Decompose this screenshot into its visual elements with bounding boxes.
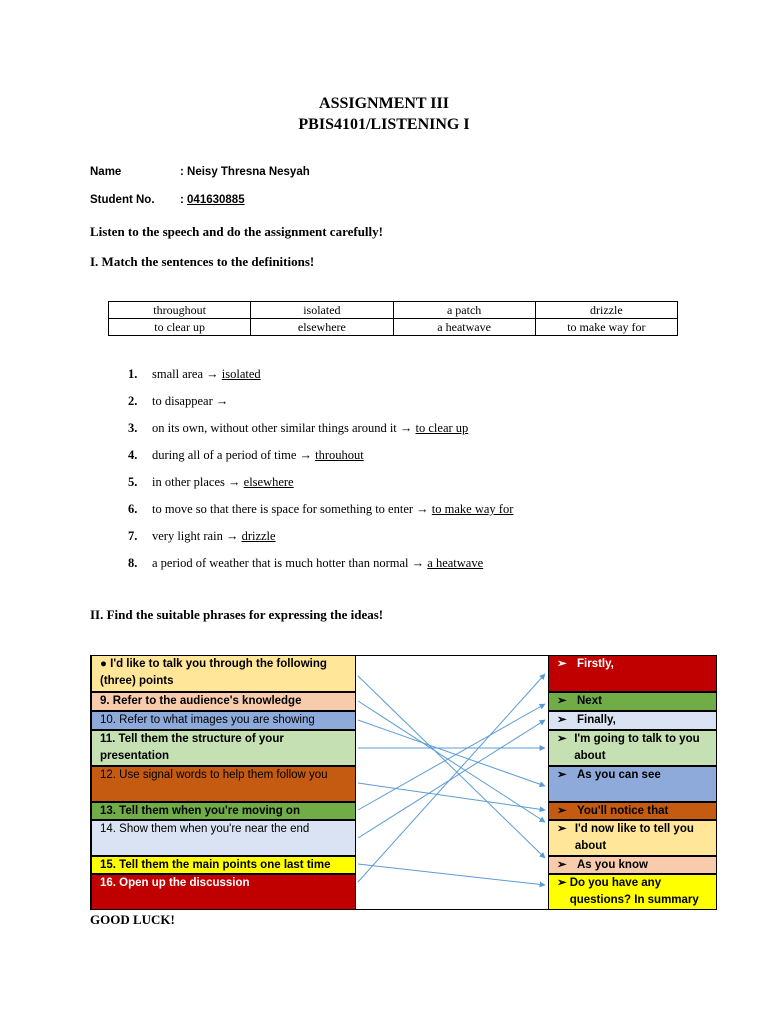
definition-item: [128, 419, 468, 437]
phrase-text: I'd now like to tell you about: [574, 823, 694, 852]
word-table-row: [109, 319, 678, 336]
item-number: 1.: [128, 367, 138, 381]
arrow-bullet-icon: ➢: [557, 805, 567, 817]
phrase-item: [548, 874, 717, 910]
name-label: Name: [90, 166, 122, 178]
phrase-text: Do you have any questions? In summary: [569, 877, 699, 906]
idea-item: ● I'd like to talk you through the following (three) points: [91, 655, 356, 692]
definition-item: [128, 500, 513, 518]
word-cell: a patch: [393, 302, 535, 319]
arrow-icon: →: [416, 502, 429, 516]
phrase-item: [548, 802, 717, 820]
word-cell: a heatwave: [393, 319, 535, 336]
instruction: Listen to the speech and do the assignment carefully!: [90, 224, 383, 239]
phrase-item: [548, 711, 717, 730]
arrow-icon: →: [225, 529, 239, 543]
arrow-bullet-icon: ➢: [557, 823, 567, 835]
item-answer: throuhout: [315, 448, 364, 462]
item-text: very light rain: [152, 529, 226, 543]
idea-item: 13. Tell them when you're moving on: [91, 802, 356, 820]
phrase-text: Next: [577, 695, 602, 707]
item-number: 3.: [128, 421, 138, 435]
item-answer: drizzle: [241, 529, 276, 543]
arrow-icon: →: [399, 421, 413, 435]
arrow-icon: →: [411, 556, 425, 570]
arrow-icon: →: [215, 394, 229, 408]
student-no-value: : 041630885: [180, 194, 245, 206]
arrow-icon: →: [228, 475, 241, 489]
idea-item: 9. Refer to the audience's knowledge: [91, 692, 356, 711]
definition-item: [128, 365, 261, 383]
arrow-bullet-icon: ➢: [557, 859, 567, 871]
item-text: during all of a period of time: [152, 448, 300, 462]
item-text: to move so that there is space for something to enter: [152, 502, 417, 516]
item-number: 7.: [128, 529, 138, 543]
idea-item: 12. Use signal words to help them follow you: [91, 766, 356, 802]
item-answer: elsewhere: [243, 475, 294, 489]
good-luck-text: GOOD LUCK!: [90, 912, 175, 927]
phrase-text: Finally,: [577, 714, 616, 726]
item-number: 2.: [128, 394, 138, 408]
student-no-label: Student No.: [90, 194, 155, 206]
arrow-bullet-icon: ➢: [557, 769, 567, 781]
word-cell: drizzle: [535, 302, 677, 319]
item-text: to disappear: [152, 394, 216, 408]
word-cell: to clear up: [109, 319, 251, 336]
item-text: on its own, without other similar things around it: [152, 421, 400, 435]
course-title: PBIS4101/LISTENING I: [298, 116, 470, 133]
item-text: in other places: [152, 475, 229, 489]
phrase-item: [548, 655, 717, 692]
phrase-item: [548, 730, 717, 766]
phrase-text: As you can see: [577, 769, 661, 781]
item-text: small area: [152, 367, 207, 381]
phrase-text: You'll notice that: [577, 805, 669, 817]
word-cell: throughout: [109, 302, 251, 319]
item-number: 8.: [128, 556, 138, 570]
item-answer: to clear up: [415, 421, 469, 435]
word-cell: elsewhere: [251, 319, 393, 336]
phrase-text: As you know: [577, 859, 648, 871]
part1-heading: I. Match the sentences to the definitions!: [90, 254, 315, 269]
item-answer: a heatwave: [427, 556, 484, 570]
definition-item: [128, 473, 294, 491]
word-table-row: [109, 302, 678, 319]
definition-item: [128, 554, 483, 572]
idea-item: 10. Refer to what images you are showing: [91, 711, 356, 730]
arrow-icon: →: [299, 448, 313, 462]
item-text: a period of weather that is much hotter than normal: [152, 556, 412, 570]
word-table: [108, 301, 678, 336]
phrase-text: Firstly,: [577, 658, 614, 670]
word-cell: isolated: [251, 302, 393, 319]
idea-item: 14. Show them when you're near the end: [91, 820, 356, 856]
definition-item: [128, 446, 364, 464]
arrow-icon: →: [206, 367, 219, 381]
item-number: 6.: [128, 502, 138, 516]
part2-heading: II. Find the suitable phrases for expressing the ideas!: [90, 607, 384, 622]
arrow-bullet-icon: ➢: [557, 877, 567, 889]
item-number: 4.: [128, 448, 138, 462]
assignment-title: ASSIGNMENT III: [319, 95, 449, 112]
idea-item: 16. Open up the discussion: [91, 874, 356, 910]
definition-item: [128, 527, 276, 545]
arrow-bullet-icon: ➢: [557, 714, 567, 726]
item-number: 5.: [128, 475, 138, 489]
item-answer: isolated: [221, 367, 261, 381]
phrase-item: [548, 692, 717, 711]
phrase-item: [548, 820, 717, 856]
phrase-item: [548, 856, 717, 874]
word-cell: to make way for: [535, 319, 677, 336]
idea-item: 11. Tell them the structure of your presentation: [91, 730, 356, 766]
name-value: : Neisy Thresna Nesyah: [180, 166, 310, 178]
phrase-text: I'm going to talk to you about: [574, 733, 700, 762]
arrow-bullet-icon: ➢: [557, 695, 567, 707]
item-answer: to make way for: [431, 502, 514, 516]
arrow-bullet-icon: ➢: [557, 733, 567, 745]
definition-item: [128, 392, 228, 410]
arrow-bullet-icon: ➢: [557, 658, 567, 670]
idea-item: 15. Tell them the main points one last time: [91, 856, 356, 874]
phrase-item: [548, 766, 717, 802]
